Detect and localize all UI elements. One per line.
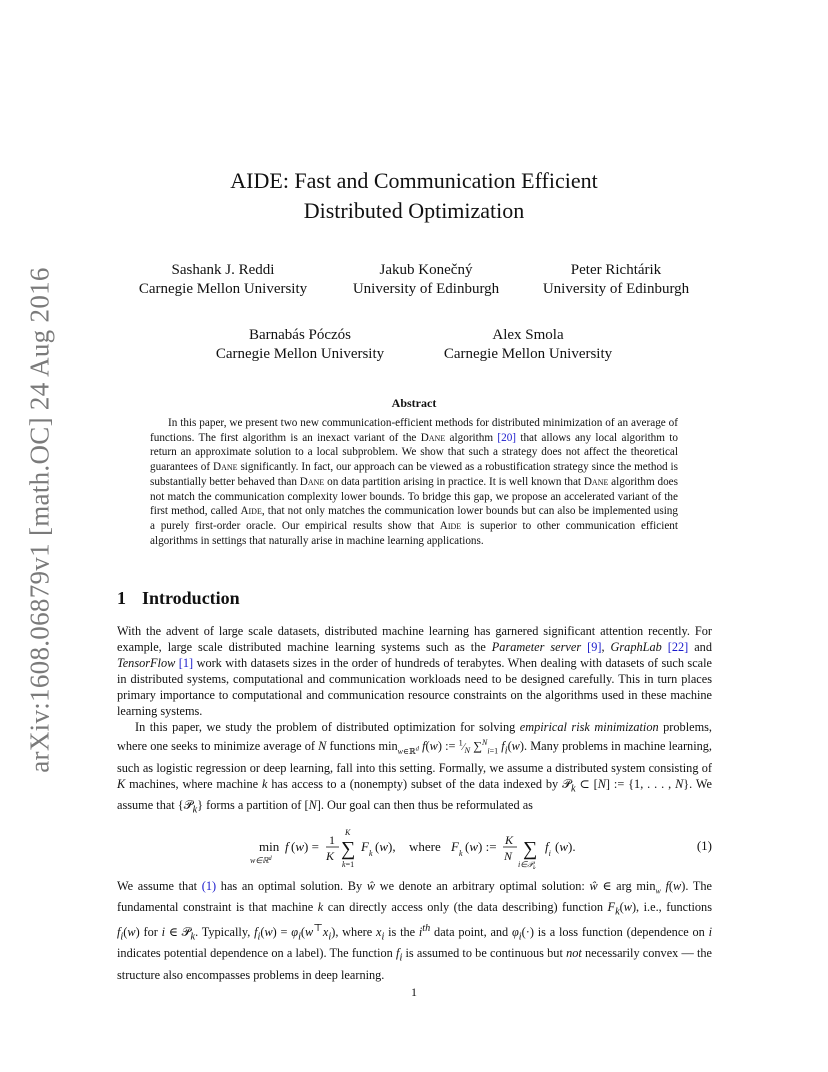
- paper-title: [0, 166, 828, 226]
- equation-1: [117, 825, 712, 869]
- section-title: Introduction: [142, 588, 240, 608]
- equation-where: where: [409, 839, 441, 854]
- svg-text:i∈𝒫k: i∈𝒫$_k$: [518, 860, 536, 869]
- svg-text:f: f: [285, 839, 289, 854]
- svg-text:Fk: $F_k$: [361, 839, 373, 858]
- intro-paragraph-1: With the advent of large scale datasets, distributed machine learning has garnered significant attention recently. For example, large scale distributed machine learning systems such as the Parameter server [9], GraphLab [22] and TensorFlow [1] work with datasets sizes in the order of hundreds of terabytes. When dealing with datasets of such scale in distributed systems, computational and communication workloads need to be designed carefully. This in turn places primary importance to computational and communication resource constraints on the algorithms used in these machine learning systems.: [117, 624, 713, 718]
- svg-text:N: N: [504, 849, 513, 863]
- svg-text:(w) :=: (w) :=: [465, 839, 497, 854]
- author-block: [200, 326, 400, 364]
- author-block: [530, 261, 702, 299]
- author-affiliation: Carnegie Mellon University: [138, 281, 308, 297]
- arxiv-identifier: arXiv:1608.06879v1 [math.OC] 24 Aug 2016: [24, 267, 55, 773]
- author-affiliation: Carnegie Mellon University: [215, 346, 385, 362]
- svg-text:K: K: [345, 828, 351, 837]
- arxiv-sidebar: [20, 260, 60, 780]
- svg-text:w∈ℝd: w∈ℝ$^d$: [250, 856, 272, 865]
- author-affiliation: University of Edinburgh: [542, 281, 690, 297]
- svg-text:K: K: [505, 833, 514, 847]
- author-affiliation: Carnegie Mellon University: [443, 346, 613, 362]
- svg-text:fi: $f_i$: [545, 839, 551, 858]
- intro-text-bottom: [117, 878, 712, 983]
- svg-text:Fk: $F_k$: [451, 839, 463, 858]
- svg-text:(w) =: (w) =: [291, 839, 319, 854]
- author-name: Peter Richtárik: [570, 262, 662, 278]
- svg-text:k=1: k=1: [342, 860, 355, 869]
- svg-text:(w),: (w),: [375, 839, 396, 854]
- equation-number: (1): [696, 838, 712, 853]
- title-line-1: AIDE: Fast and Communication Efficient: [230, 168, 598, 193]
- svg-text:1: 1: [329, 833, 335, 847]
- title-line-2: Distributed Optimization: [303, 198, 525, 223]
- author-block: [125, 261, 321, 299]
- svg-text:∑: ∑: [523, 838, 538, 860]
- intro-paragraph-3: We assume that (1) has an optimal solution. By ŵ we denote an arbitrary optimal solution: ŵ ∈ arg $\min_w f(w)$. The fundamental constraint is that machine k can directly access only (the data describing) function $F_k(w)$, i.e., functions $f_i(w)$ for i ∈ 𝒫$_k$. Typically, $f_i(w) = \varphi_i(w^⊤x_i)$, where $x_i$ is the $i^{th}$ data point, and $\varphi_i(\cdot)$ is a loss function (dependence on i indicates potential dependence on a label). The function $f_i$ is assumed to be continuous but not necessarily convex — the structure also encompasses problems in deep learning.: [117, 879, 713, 982]
- intro-paragraph-2: In this paper, we study the problem of distributed optimization for solving empirical risk minimization problems, where one seeks to minimize average of N functions $\min_{w\in ℝ^d} f(w)$ := $^1⁄_N$ ∑$^N_{i=1}$ $f_i(w)$. Many problems in machine learning, such as logistic regression or deep learning, fall into this setting. Formally, we assume a distributed system consisting of K machines, where machine k has access to a (nonempty) subset of the data indexed by 𝒫$_k$ ⊂ [N] := {1, . . . , N}. We assume that {𝒫$_k$} forms a partition of [N]. Our goal can then thus be reformulated as: [117, 720, 712, 816]
- svg-text:∑: ∑: [341, 838, 356, 860]
- intro-text-top: [117, 623, 712, 818]
- citation-link[interactable]: [9]: [587, 640, 602, 654]
- abstract-heading: Abstract: [391, 396, 437, 410]
- equation-reference-link[interactable]: (1): [201, 879, 217, 893]
- citation-link[interactable]: [1]: [178, 656, 194, 670]
- author-name: Sashank J. Reddi: [171, 262, 275, 278]
- author-block: [428, 326, 628, 364]
- citation-link[interactable]: [20]: [497, 431, 517, 444]
- svg-text:K: K: [326, 849, 335, 863]
- author-block: [330, 261, 522, 299]
- author-name: Barnabás Póczós: [248, 327, 352, 343]
- author-name: Alex Smola: [492, 327, 564, 343]
- svg-text:(w).: (w).: [555, 839, 576, 854]
- author-affiliation: University of Edinburgh: [352, 281, 500, 297]
- page-number: 1: [411, 985, 417, 999]
- abstract-text: In this paper, we present two new communication-efficient methods for distributed minimization of an average of functions. The first algorithm is an inexact variant of the Dane algorithm [20] that allows any local algorithm to return an approximate solution to a local subproblem. We show that such a strategy does not affect the theoretical guarantees of Dane significantly. In fact, our approach can be viewed as a robustification strategy since the method is substantially better behaved than Dane on data partition arising in practice. It is well known that Dane algorithm does not match the communication complexity lower bounds. To bridge this gap, we propose an accelerated variant of the first method, called Aide, that not only matches the communication lower bounds but can also be implemented using a purely first-order oracle. Our empirical results show that Aide is superior to other communication efficient algorithms in settings that naturally arise in machine learning applications.: [150, 417, 679, 547]
- section-number: 1: [117, 588, 126, 608]
- svg-text:min: min: [259, 839, 280, 854]
- section-heading: [117, 588, 240, 609]
- equation-formula: [245, 825, 585, 869]
- citation-link[interactable]: [22]: [667, 640, 689, 654]
- author-name: Jakub Konečný: [379, 262, 473, 278]
